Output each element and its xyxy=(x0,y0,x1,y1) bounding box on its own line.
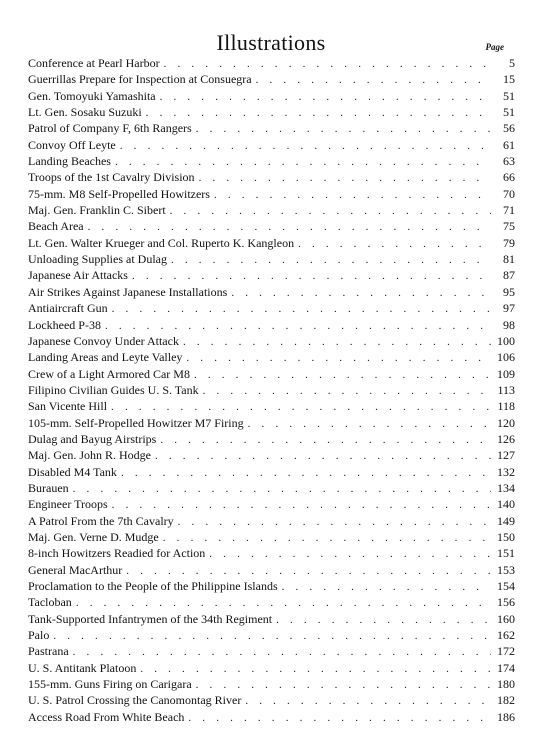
illustration-title: Beach Area xyxy=(28,219,84,234)
list-item xyxy=(28,202,515,218)
dot-leader xyxy=(155,448,491,464)
illustration-title: Convoy Off Leyte xyxy=(28,137,116,152)
list-item xyxy=(28,186,515,202)
page-number: 118 xyxy=(497,399,515,414)
dot-leader xyxy=(53,628,491,644)
dot-leader xyxy=(112,301,491,317)
dot-leader xyxy=(298,236,491,252)
list-item xyxy=(28,594,515,610)
dot-leader xyxy=(146,105,491,121)
page-number: 132 xyxy=(497,464,515,479)
illustration-title: Lt. Gen. Walter Krueger and Col. Ruperto K. Kangleon xyxy=(28,235,295,250)
page-number: 63 xyxy=(503,154,515,169)
list-item xyxy=(28,88,515,104)
page-number: 106 xyxy=(497,350,515,365)
page-number: 149 xyxy=(497,513,515,528)
illustration-title: General MacArthur xyxy=(28,562,123,577)
page-number: 182 xyxy=(497,693,515,708)
page-number: 100 xyxy=(497,333,515,348)
page-number: 109 xyxy=(497,366,515,381)
illustration-title: Burauen xyxy=(28,480,69,495)
dot-leader xyxy=(245,693,491,709)
list-item xyxy=(28,464,515,480)
list-item xyxy=(28,104,515,120)
list-item xyxy=(28,643,515,659)
dot-leader xyxy=(73,644,491,660)
dot-leader xyxy=(186,350,491,366)
illustration-title: Unloading Supplies at Dulag xyxy=(28,252,167,267)
page-number: 134 xyxy=(497,480,515,495)
illustration-title: Troops of the 1st Cavalry Division xyxy=(28,170,195,185)
page-title: Illustrations xyxy=(216,29,326,55)
page-number: 79 xyxy=(503,235,515,250)
dot-leader xyxy=(121,465,491,481)
page-number: 156 xyxy=(497,595,515,610)
list-item xyxy=(28,300,515,316)
list-item xyxy=(28,692,515,708)
page-number: 150 xyxy=(497,529,515,544)
page-number: 95 xyxy=(503,284,515,299)
list-item xyxy=(28,578,515,594)
dot-leader xyxy=(164,56,491,72)
illustration-title: San Vicente Hill xyxy=(28,399,108,414)
illustration-title: Engineer Troops xyxy=(28,497,108,512)
illustration-title: Filipino Civilian Guides U. S. Tank xyxy=(28,382,199,397)
dot-leader xyxy=(209,546,491,562)
page-number: 151 xyxy=(497,546,515,561)
list-item xyxy=(28,137,515,153)
page-number: 153 xyxy=(497,562,515,577)
list-item xyxy=(28,251,515,267)
list-item xyxy=(28,366,515,382)
dot-leader xyxy=(105,318,491,334)
list-item xyxy=(28,611,515,627)
list-item xyxy=(28,415,515,431)
page-number: 71 xyxy=(503,203,515,218)
dot-leader xyxy=(196,121,491,137)
illustration-title: A Patrol From the 7th Cavalry xyxy=(28,513,174,528)
dot-leader xyxy=(126,563,491,579)
illustration-title: Guerrillas Prepare for Inspection at Consuegra xyxy=(28,72,252,87)
dot-leader xyxy=(188,710,491,726)
illustration-title: Conference at Pearl Harbor xyxy=(28,56,160,70)
page-number: 120 xyxy=(497,415,515,430)
page-number: 61 xyxy=(503,137,515,152)
list-item xyxy=(28,431,515,447)
dot-leader xyxy=(132,268,491,284)
illustration-title: Landing Areas and Leyte Valley xyxy=(28,350,183,365)
list-item xyxy=(28,333,515,349)
list-item xyxy=(28,267,515,283)
list-item xyxy=(28,55,515,71)
list-item xyxy=(28,235,515,251)
page-number: 66 xyxy=(503,170,515,185)
illustration-title: Proclamation to the People of the Philippine Islands xyxy=(28,579,278,593)
list-item xyxy=(28,447,515,463)
illustration-title: Gen. Tomoyuki Yamashita xyxy=(28,88,156,103)
dot-leader xyxy=(276,612,491,628)
illustration-title: Landing Beaches xyxy=(28,154,111,169)
page-number: 140 xyxy=(497,497,515,512)
dot-leader xyxy=(76,595,491,611)
illustration-title: Tank-Supported Infantrymen of the 34th Regiment xyxy=(28,611,273,626)
dot-leader xyxy=(256,72,491,88)
illustration-title: Lockheed P-38 xyxy=(28,317,101,332)
illustration-title: Dulag and Bayug Airstrips xyxy=(28,431,157,446)
page-number: 127 xyxy=(497,448,515,463)
illustration-title: U. S. Antitank Platoon xyxy=(28,660,137,675)
illustrations-list xyxy=(28,55,515,725)
dot-leader xyxy=(163,530,491,546)
page-number: 162 xyxy=(497,628,515,643)
dot-leader xyxy=(170,203,491,219)
list-item xyxy=(28,660,515,676)
illustration-title: Pastrana xyxy=(28,644,69,659)
dot-leader xyxy=(120,138,491,154)
page-number: 51 xyxy=(503,105,515,120)
list-item xyxy=(28,71,515,87)
dot-leader xyxy=(73,481,491,497)
page-number: 15 xyxy=(503,72,515,87)
list-item xyxy=(28,545,515,561)
illustration-title: Maj. Gen. John R. Hodge xyxy=(28,448,151,463)
list-item xyxy=(28,398,515,414)
page-number: 97 xyxy=(503,301,515,316)
list-item xyxy=(28,513,515,529)
dot-leader xyxy=(214,187,491,203)
page-column-label: Page xyxy=(485,42,504,52)
list-item xyxy=(28,218,515,234)
dot-leader xyxy=(115,154,491,170)
page-number: 154 xyxy=(497,579,515,593)
dot-leader xyxy=(160,89,491,105)
illustration-title: Disabled M4 Tank xyxy=(28,464,117,479)
illustration-title: Patrol of Company F, 6th Rangers xyxy=(28,121,192,136)
list-item xyxy=(28,153,515,169)
page-number: 70 xyxy=(503,186,515,201)
illustration-title: Palo xyxy=(28,628,50,643)
dot-leader xyxy=(171,252,491,268)
illustration-title: Maj. Gen. Verne D. Mudge xyxy=(28,529,159,544)
illustration-title: Japanese Air Attacks xyxy=(28,268,128,283)
illustration-title: Access Road From White Beach xyxy=(28,709,185,724)
page-number: 160 xyxy=(497,611,515,626)
dot-leader xyxy=(248,416,491,432)
illustration-title: 75-mm. M8 Self-Propelled Howitzers xyxy=(28,186,210,201)
illustration-title: 105-mm. Self-Propelled Howitzer M7 Firing xyxy=(28,415,244,430)
dot-leader xyxy=(112,497,491,513)
page-number: 186 xyxy=(497,709,515,724)
dot-leader xyxy=(194,367,491,383)
illustration-title: Tacloban xyxy=(28,595,72,610)
illustration-title: Antiaircraft Gun xyxy=(28,301,108,316)
list-item xyxy=(28,529,515,545)
page-number: 75 xyxy=(503,219,515,234)
list-item xyxy=(28,562,515,578)
dot-leader xyxy=(178,514,491,530)
page-number: 113 xyxy=(497,382,515,397)
dot-leader xyxy=(196,677,491,693)
illustration-title: Crew of a Light Armored Car M8 xyxy=(28,366,190,381)
dot-leader xyxy=(140,661,491,677)
list-item xyxy=(28,480,515,496)
list-item xyxy=(28,169,515,185)
dot-leader xyxy=(160,432,491,448)
illustration-title: 155-mm. Guns Firing on Carigara xyxy=(28,677,192,692)
page-number: 174 xyxy=(497,660,515,675)
dot-leader xyxy=(231,285,491,301)
page-number: 98 xyxy=(503,317,515,332)
list-item xyxy=(28,496,515,512)
list-item xyxy=(28,676,515,692)
page-number: 81 xyxy=(503,252,515,267)
dot-leader xyxy=(199,170,491,186)
illustration-title: Air Strikes Against Japanese Installations xyxy=(28,284,228,299)
page-number: 180 xyxy=(497,677,515,692)
page-number: 51 xyxy=(503,88,515,103)
page-number: 56 xyxy=(503,121,515,136)
list-item xyxy=(28,627,515,643)
dot-leader xyxy=(203,383,491,399)
list-item xyxy=(28,349,515,365)
list-item xyxy=(28,709,515,725)
dot-leader xyxy=(183,334,491,350)
list-item xyxy=(28,284,515,300)
page-number: 172 xyxy=(497,644,515,659)
illustration-title: Maj. Gen. Franklin C. Sibert xyxy=(28,203,166,218)
page-number: 5 xyxy=(509,56,515,70)
illustration-title: Lt. Gen. Sosaku Suzuki xyxy=(28,105,142,120)
page-number: 87 xyxy=(503,268,515,283)
illustration-title: Japanese Convoy Under Attack xyxy=(28,333,179,348)
dot-leader xyxy=(282,579,491,595)
list-item xyxy=(28,120,515,136)
list-item xyxy=(28,382,515,398)
dot-leader xyxy=(111,399,491,415)
illustration-title: 8-inch Howitzers Readied for Action xyxy=(28,546,206,561)
page-number: 126 xyxy=(497,431,515,446)
illustration-title: U. S. Patrol Crossing the Canomontag River xyxy=(28,693,242,708)
list-item xyxy=(28,317,515,333)
dot-leader xyxy=(88,219,491,235)
